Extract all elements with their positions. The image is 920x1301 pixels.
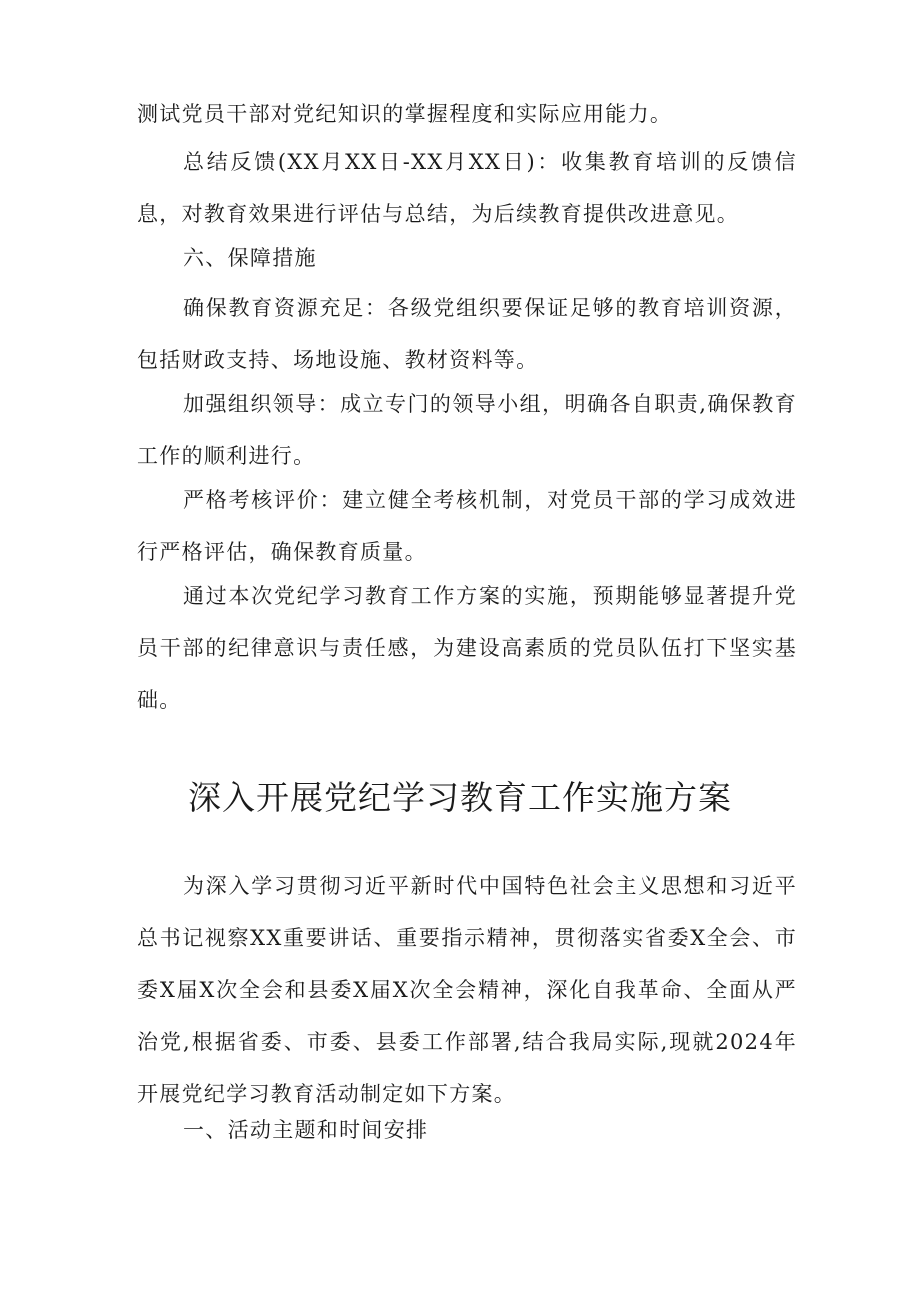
section-heading-theme-schedule: 一、活动主题和时间安排 — [183, 1118, 429, 1142]
paragraph-introduction: 为深入学习贯彻习近平新时代中国特色社会主义思想和习近平总书记视察XX重要讲话、重要指示精神，贯彻落实省委X全会、市委X届X次全会和县委X届X次全会精神，深化自我革命、全面从严治党,根据省委、市委、县委工作部署,结合我局实际,现就2024年开展党纪学习教育活动制定如下方案。 — [137, 874, 797, 1106]
paragraph-resources: 确保教育资源充足：各级党组织要保证足够的教育培训资源，包括财政支持、场地设施、教材资料等。 — [137, 296, 797, 372]
paragraph-leadership: 加强组织领导：成立专门的领导小组，明确各自职责,确保教育工作的顺利进行。 — [137, 392, 797, 468]
document-title: 深入开展党纪学习教育工作实施方案 — [188, 778, 732, 817]
paragraph-assessment: 严格考核评价：建立健全考核机制，对党员干部的学习成效进行严格评估，确保教育质量。 — [137, 488, 797, 564]
paragraph-test-ability: 测试党员干部对党纪知识的掌握程度和实际应用能力。 — [137, 102, 673, 126]
section-heading-safeguards: 六、保障措施 — [183, 246, 317, 270]
paragraph-summary-feedback: 总结反馈(XX月XX日-XX月XX日)：收集教育培训的反馈信息，对教育效果进行评估与总结，为后续教育提供改进意见。 — [137, 150, 797, 226]
paragraph-conclusion: 通过本次党纪学习教育工作方案的实施，预期能够显著提升党员干部的纪律意识与责任感，为建设高素质的党员队伍打下坚实基础。 — [137, 584, 797, 712]
